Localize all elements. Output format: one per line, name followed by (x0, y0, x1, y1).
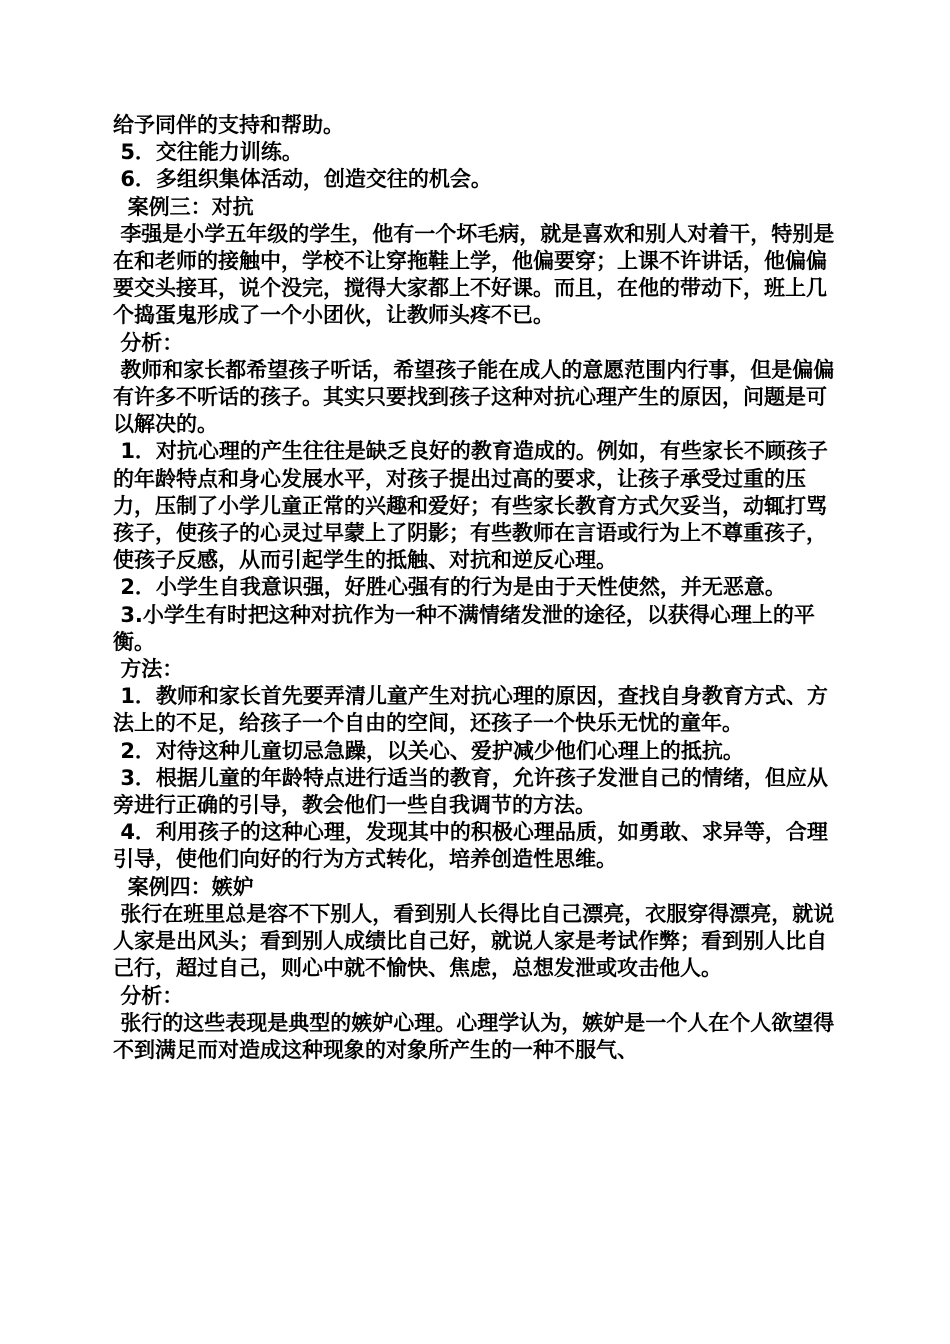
analysis-heading: 分析： (113, 330, 184, 355)
analysis-point-3: 3.小学生有时把这种对抗作为一种不满情绪发泄的途径，以获得心理上的平衡。 (113, 602, 815, 654)
analysis-point-2: 2．小学生自我意识强，好胜心强有的行为是由于天性使然，并无恶意。 (113, 575, 786, 600)
document-page (113, 112, 843, 1064)
paragraph-item-6: 6．多组织集体活动，创造交往的机会。 (113, 167, 492, 192)
method-point-4: 4．利用孩子的这种心理，发现其中的积极心理品质，如勇敢、求异等，合理引导，使他们向好的行为方式转化，培养创造性思维。 (113, 820, 828, 872)
method-point-2: 2．对待这种儿童切忌急躁，以关心、爱护减少他们心理上的抵抗。 (113, 738, 744, 763)
paragraph-support: 给予同伴的支持和帮助。 (113, 113, 344, 137)
case-4-heading: 案例四：嫉妒 (113, 874, 254, 899)
method-point-3: 3．根据儿童的年龄特点进行适当的教育，允许孩子发泄自己的情绪，但应从旁进行正确的引导，教会他们一些自我调节的方法。 (113, 765, 828, 818)
analysis-point-1: 1．对抗心理的产生往往是缺乏良好的教育造成的。例如，有些家长不顾孩子的年龄特点和身心发展水平，对孩子提出过高的要求，让孩子承受过重的压力，压制了小学儿童正常的兴趣和爱好；有些家长教育方式欠妥当，动辄打骂孩子，使孩子的心灵过早蒙上了阴影；有些教师在言语或行为上不尊重孩子，使孩子反感，从而引起学生的抵触、对抗和逆反心理。 (113, 439, 828, 573)
paragraph-item-5: 5．交往能力训练。 (113, 140, 303, 165)
methods-heading: 方法： (113, 657, 184, 682)
case-3-description: 李强是小学五年级的学生，他有一个坏毛病，就是喜欢和别人对着干，特别是在和老师的接触中，学校不让穿拖鞋上学，他偏要穿；上课不许讲话，他偏偏要交头接耳，说个没完，搅得大家都上不好课。而且，在他的带动下，班上几个捣蛋鬼形成了一个小团伙，让教师头疼不已。 (113, 221, 835, 328)
case-4-description: 张行在班里总是容不下别人，看到别人长得比自己漂亮，衣服穿得漂亮，就说人家是出风头；看到别人成绩比自己好，就说人家是考试作弊；看到别人比自己行，超过自己，则心中就不愉快、焦虑，总想发泄或攻击他人。 (113, 901, 835, 981)
analysis-heading-2: 分析： (113, 983, 184, 1008)
analysis-intro-2: 张行的这些表现是典型的嫉妒心理。心理学认为，嫉妒是一个人在个人欲望得不到满足而对造成这种现象的对象所产生的一种不服气、 (113, 1010, 835, 1062)
method-point-1: 1．教师和家长首先要弄清儿童产生对抗心理的原因，查找自身教育方式、方法上的不足，给孩子一个自由的空间，还孩子一个快乐无忧的童年。 (113, 684, 828, 736)
case-3-heading: 案例三：对抗 (113, 194, 254, 219)
analysis-intro: 教师和家长都希望孩子听话，希望孩子能在成人的意愿范围内行事，但是偏偏有许多不听话的孩子。其实只要找到孩子这种对抗心理产生的原因，问题是可以解决的。 (113, 357, 835, 437)
